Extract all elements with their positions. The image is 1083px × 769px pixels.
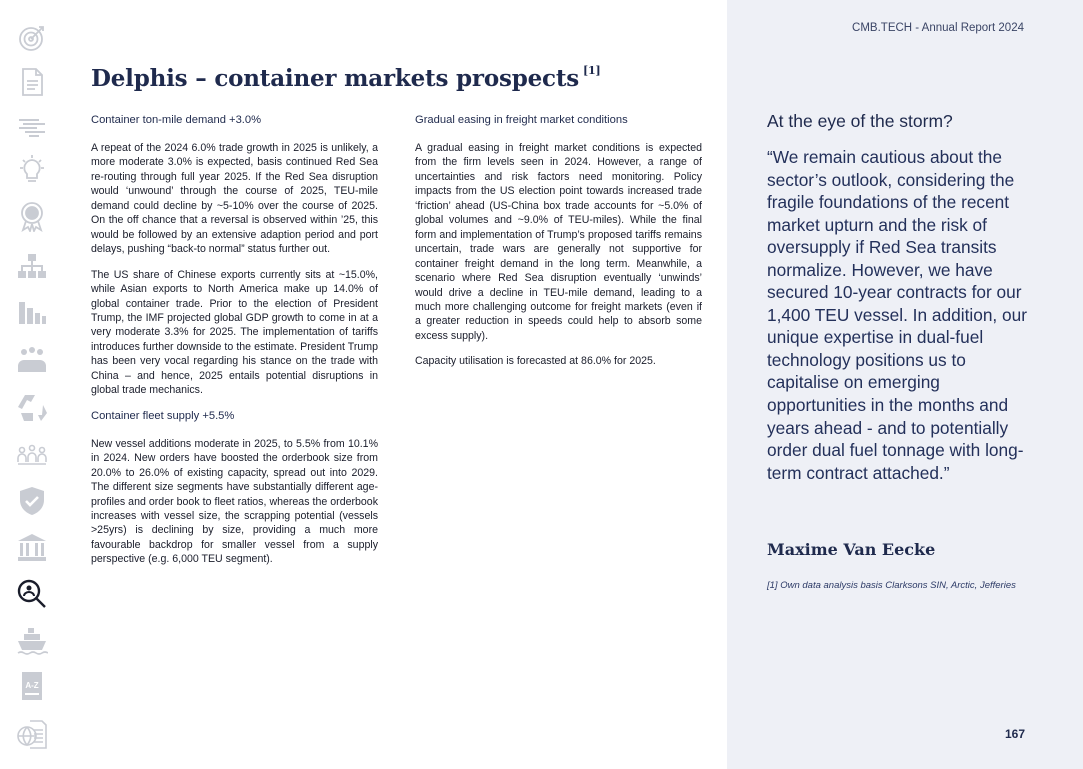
report-title: CMB.TECH - Annual Report 2024 — [852, 22, 1024, 34]
recycle-icon[interactable] — [14, 389, 50, 425]
article-column-right — [415, 113, 702, 380]
people-group-icon[interactable] — [14, 342, 50, 378]
page-title-text: Delphis – container markets prospects — [91, 65, 580, 92]
org-chart-icon[interactable] — [14, 248, 50, 284]
svg-text:A-Z: A-Z — [25, 681, 39, 690]
quote-title: At the eye of the storm? — [767, 111, 953, 131]
paragraph: New vessel additions moderate in 2025, to 5.5% from 10.1% in 2024. New orders have boosted the orderbook size from 20.0% to 26.0% of existing capacity, spread out into 2029. The different size segments have substantially different age-profiles and order book to fleet ratios, whereas the orderbook increases with vessel size, the scrapping potential (vessels >25yrs) is declining by size, providing a much more favourable backdrop for smaller vessel from a supply perspective (e.g. 6,000 TEU segment). — [91, 437, 378, 566]
quote-author: Maxime Van Eecke — [767, 540, 936, 559]
document-icon[interactable] — [14, 64, 50, 100]
team-icon[interactable] — [14, 436, 50, 472]
footnote: [1] Own data analysis basis Clarksons SIN, Arctic, Jefferies — [767, 580, 1016, 591]
page-title — [91, 64, 711, 92]
lightbulb-icon[interactable] — [14, 152, 50, 188]
paragraph: A gradual easing in freight market conditions is expected from the firm levels seen in 2024. However, a range of uncertainties and risk factors need monitoring. Policy impacts from the US election point towards increased trade ‘friction’ ahead (US-China box trade accounts for ~5.0% of global volumes and ~9.0% of TEU-miles). While the final form and implementation of Trump’s proposed tariffs remains uncertain, trade wars are generally not supportive for container freight demand in the long term. Meanwhile, a scenario where Red Sea disruption eventually ‘unwinds’ would drive a decline in TEU-mile demand, leading to a much more challenging outcome for freight markets (even if a greater reduction in speeds could help to absorb some excess supply). — [415, 142, 702, 342]
footnote-reference[interactable]: [1] — [583, 64, 601, 77]
shield-check-icon[interactable] — [14, 483, 50, 519]
ship-icon[interactable] — [14, 622, 50, 658]
globe-document-icon[interactable] — [14, 716, 50, 752]
section-heading: Container ton-mile demand +3.0% — [91, 114, 262, 126]
section-heading: Container fleet supply +5.5% — [91, 409, 235, 422]
paragraph: The US share of Chinese exports currently sits at ~15.0%, while Asian exports to North America make up 14.0% of global container trade. Prior to the election of President Trump, the IMF projected global GDP growth to come in at a very moderate 3.3% for 2025. The implementation of tariffs introduces further downside to the estimate. President Trump has been very vocal regarding his stance on the trade with China – and hence, 2025 entails potential disruptions in global trade mechanics. — [91, 268, 378, 397]
paragraph: Capacity utilisation is forecasted at 86.0% for 2025. — [415, 355, 656, 368]
article-column-left — [91, 113, 378, 578]
pull-quote: “We remain cautious about the sector’s outlook, considering the fragile foundations of the recent market upturn and the risk of oversupply if Red Sea transits normalize. However, we have secured 10-year contracts for our 1,400 TEU vessel. In addition, our unique expertise in dual-fuel technology positions us to capitalise on emerging opportunities in the months and years ahead - and to potentially order dual fuel tonnage with long-term contract attached.” — [767, 147, 1028, 483]
bank-icon[interactable] — [14, 530, 50, 566]
page-number: 167 — [1004, 727, 1025, 741]
award-badge-icon[interactable] — [14, 198, 50, 234]
target-icon[interactable] — [14, 20, 50, 56]
bar-chart-icon[interactable] — [14, 294, 50, 330]
paragraph: A repeat of the 2024 6.0% trade growth in 2025 is unlikely, a more moderate 3.0% is expected, basis continued Red Sea re-routing through full year 2025. If the Red Sea disruption would ‘unwound’ through the course of 2025, TEU-mile demand could decline by ~5-10% over the course of 2025. On the off chance that a reversal is observed within ’25, this would be followed by an extensive adaption period and port delays, pushing “back-to normal” status further out. — [91, 142, 378, 256]
section-heading: Gradual easing in freight market conditions — [415, 114, 628, 126]
quote-panel — [727, 0, 1083, 769]
search-people-icon[interactable] — [14, 576, 50, 612]
section-nav-rail — [0, 0, 62, 769]
a-z-book-icon[interactable] — [14, 668, 50, 704]
wind-lines-icon[interactable] — [14, 108, 50, 144]
